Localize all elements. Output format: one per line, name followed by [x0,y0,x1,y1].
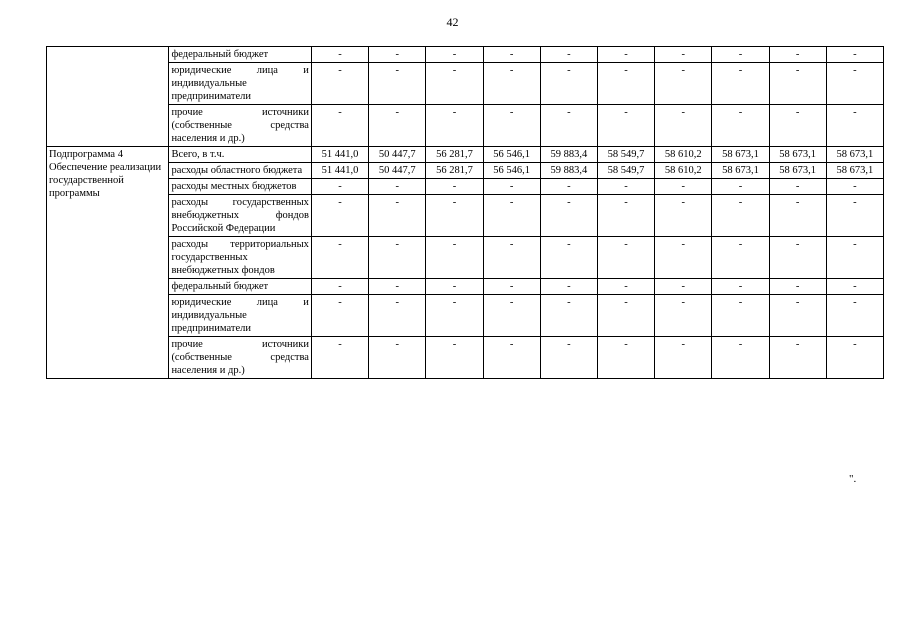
value-cell: - [540,179,597,195]
value-cell: - [597,295,654,337]
value-cell: 58 549,7 [597,147,654,163]
value-cell: - [311,105,368,147]
value-cell: - [826,195,883,237]
table-row [47,337,884,379]
value-cell: - [769,195,826,237]
value-cell: - [826,237,883,279]
value-cell: - [426,237,483,279]
value-cell: 56 546,1 [483,147,540,163]
funding-source-cell: расходы областного бюджета [169,163,312,179]
value-cell: - [769,279,826,295]
value-cell: - [540,47,597,63]
value-cell: 50 447,7 [369,163,426,179]
table-row [47,105,884,147]
page-number: 42 [446,15,459,29]
closing-quote-mark: ". [849,473,857,485]
program-cell-empty [47,47,169,147]
value-cell: 58 673,1 [769,163,826,179]
value-cell: - [826,63,883,105]
value-cell: - [540,337,597,379]
value-cell: - [597,279,654,295]
funding-source-cell: юридические лица и индивидуальные предприниматели [169,295,312,337]
value-cell: - [540,279,597,295]
value-cell: 58 673,1 [826,163,883,179]
value-cell: - [483,63,540,105]
value-cell: - [655,237,712,279]
value-cell: - [311,295,368,337]
funding-source-cell: расходы местных бюджетов [169,179,312,195]
value-cell: - [712,195,769,237]
value-cell: - [712,47,769,63]
table-row [47,163,884,179]
value-cell: - [483,47,540,63]
value-cell: - [369,63,426,105]
budget-table [46,46,884,379]
table-row [47,279,884,295]
value-cell: 50 447,7 [369,147,426,163]
value-cell: - [369,295,426,337]
value-cell: 51 441,0 [311,147,368,163]
value-cell: - [769,295,826,337]
value-cell: - [655,47,712,63]
value-cell: - [426,195,483,237]
value-cell: - [483,279,540,295]
table-row [47,147,884,163]
table-row [47,47,884,63]
value-cell: - [540,237,597,279]
funding-source-cell: расходы государственных внебюджетных фондов Российской Федерации [169,195,312,237]
funding-source-cell: расходы территориальных государственных внебюджетных фондов [169,237,312,279]
value-cell: - [597,47,654,63]
value-cell: - [311,179,368,195]
value-cell: 59 883,4 [540,163,597,179]
value-cell: - [712,279,769,295]
value-cell: - [369,47,426,63]
value-cell: - [712,179,769,195]
value-cell: 58 673,1 [712,147,769,163]
value-cell: - [655,63,712,105]
table-row [47,237,884,279]
funding-source-cell: Всего, в т.ч. [169,147,312,163]
subprogram-title-cell: Подпрограмма 4 Обеспечение реализации государственной программы [47,147,169,379]
value-cell: - [769,105,826,147]
value-cell: - [597,195,654,237]
funding-source-cell: прочие источники (собственные средства населения и др.) [169,337,312,379]
value-cell: - [597,337,654,379]
value-cell: - [655,337,712,379]
value-cell: - [597,105,654,147]
value-cell: - [369,237,426,279]
value-cell: - [483,237,540,279]
value-cell: - [426,47,483,63]
value-cell: - [483,105,540,147]
value-cell: - [597,63,654,105]
value-cell: - [655,295,712,337]
value-cell: - [712,237,769,279]
value-cell: 58 610,2 [655,163,712,179]
value-cell: - [826,47,883,63]
value-cell: - [826,295,883,337]
value-cell: - [483,179,540,195]
value-cell: - [712,105,769,147]
value-cell: - [369,105,426,147]
subprogram-section [47,147,884,379]
value-cell: - [311,63,368,105]
value-cell: - [826,279,883,295]
value-cell: - [540,195,597,237]
value-cell: 56 281,7 [426,147,483,163]
value-cell: - [311,337,368,379]
table-row [47,295,884,337]
value-cell: 51 441,0 [311,163,368,179]
value-cell: - [483,337,540,379]
funding-source-cell: федеральный бюджет [169,47,312,63]
value-cell: - [540,295,597,337]
value-cell: - [311,279,368,295]
value-cell: 58 549,7 [597,163,654,179]
value-cell: - [483,295,540,337]
value-cell: - [311,195,368,237]
table-row [47,179,884,195]
funding-source-cell: федеральный бюджет [169,279,312,295]
value-cell: - [826,337,883,379]
value-cell: - [769,47,826,63]
value-cell: - [655,195,712,237]
value-cell: - [712,337,769,379]
value-cell: - [426,295,483,337]
value-cell: - [769,63,826,105]
value-cell: - [369,179,426,195]
value-cell: - [712,295,769,337]
value-cell: 56 546,1 [483,163,540,179]
value-cell: - [426,179,483,195]
value-cell: - [426,63,483,105]
value-cell: - [311,47,368,63]
value-cell: 58 673,1 [769,147,826,163]
value-cell: - [655,179,712,195]
value-cell: - [369,195,426,237]
continuation-section [47,47,884,147]
value-cell: - [712,63,769,105]
value-cell: - [311,237,368,279]
value-cell: - [769,179,826,195]
table-row [47,195,884,237]
value-cell: - [483,195,540,237]
funding-source-cell: прочие источники (собственные средства населения и др.) [169,105,312,147]
value-cell: - [655,279,712,295]
value-cell: - [369,337,426,379]
value-cell: - [597,237,654,279]
value-cell: - [426,279,483,295]
value-cell: 58 673,1 [826,147,883,163]
funding-source-cell: юридические лица и индивидуальные предприниматели [169,63,312,105]
value-cell: - [769,237,826,279]
value-cell: 56 281,7 [426,163,483,179]
value-cell: - [597,179,654,195]
value-cell: - [769,337,826,379]
value-cell: - [426,337,483,379]
value-cell: - [426,105,483,147]
value-cell: 58 673,1 [712,163,769,179]
value-cell: - [369,279,426,295]
value-cell: 59 883,4 [540,147,597,163]
value-cell: - [540,105,597,147]
table-row [47,63,884,105]
value-cell: - [826,179,883,195]
value-cell: - [655,105,712,147]
value-cell: 58 610,2 [655,147,712,163]
value-cell: - [540,63,597,105]
value-cell: - [826,105,883,147]
